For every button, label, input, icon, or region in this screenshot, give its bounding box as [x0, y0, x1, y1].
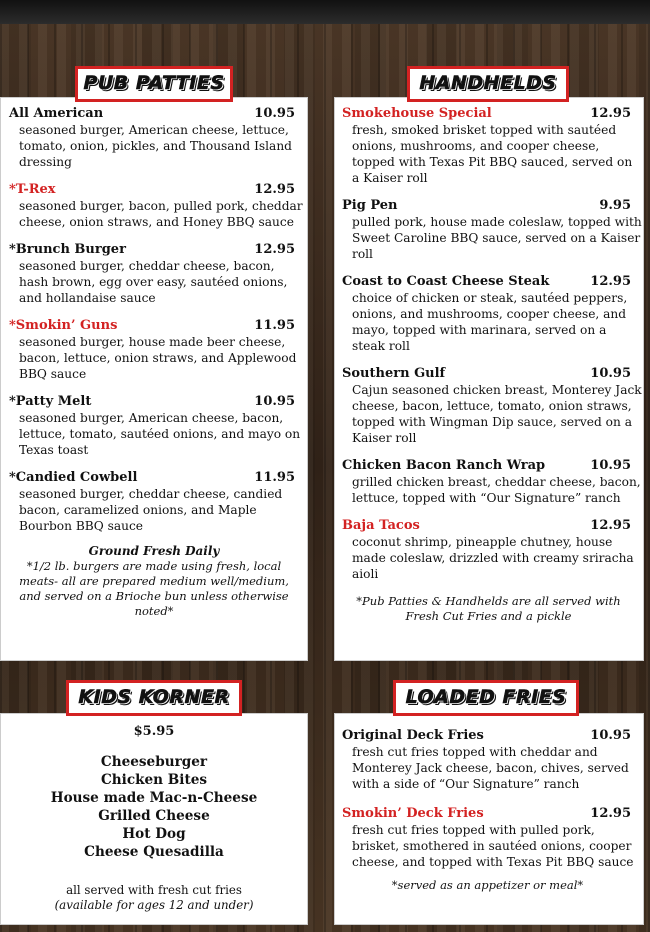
menu-item-head — [9, 242, 307, 258]
handhelds-header: HANDHELDS — [407, 66, 569, 102]
menu-item — [9, 106, 307, 170]
menu-item-name: Original Deck Fries — [342, 728, 484, 743]
menu-item-head — [342, 458, 643, 474]
menu-item-price: 11.95 — [254, 470, 295, 485]
loaded-fries-note: *served as an appetizer or meal* — [391, 878, 584, 892]
menu-item-price: 12.95 — [590, 274, 631, 289]
menu-item-description: seasoned burger, cheddar cheese, bacon, hash brown, egg over easy, sautéed onions, and hollandaise sauce — [19, 259, 288, 305]
menu-item-head — [342, 106, 643, 122]
top-bar — [0, 0, 650, 24]
menu-item-description: grilled chicken breast, cheddar cheese, bacon, lettuce, topped with “Our Signature” ranch — [352, 475, 641, 505]
menu-item-description: fresh cut fries topped with pulled pork, brisket, smothered in sautéed onions, cooper cheese, and topped with Texas Pit BBQ sauce — [352, 823, 634, 869]
kids-korner-header: KIDS KORNER — [66, 680, 242, 716]
menu-item-name: Pig Pen — [342, 198, 398, 213]
pub-patties-header: PUB PATTIES — [75, 66, 233, 102]
kids-items — [9, 753, 299, 861]
menu-item-price: 12.95 — [254, 242, 295, 257]
kids-item: Cheese Quesadilla — [84, 844, 224, 860]
menu-item-description: seasoned burger, American cheese, lettuce, tomato, onion, pickles, and Thousand Island dressing — [19, 123, 292, 169]
kids-item: Chicken Bites — [100, 772, 208, 788]
menu-item-head — [9, 394, 307, 410]
pub-patties-items — [9, 106, 307, 534]
menu-item-head — [9, 470, 307, 486]
menu-item — [342, 198, 643, 262]
menu-item-name: All American — [9, 106, 104, 121]
menu-item-name: Baja Tacos — [342, 518, 420, 533]
menu-item-description: seasoned burger, cheddar cheese, candied bacon, caramelized onions, and Maple Bourbon BBQ sauce — [19, 487, 283, 533]
menu-item-head — [342, 518, 643, 534]
note-title: Ground Fresh Daily — [88, 544, 220, 558]
menu-item-price: 9.95 — [599, 198, 631, 213]
menu-item-description: choice of chicken or steak, sautéed peppers, onions, and mushrooms, cooper cheese, and mayo, topped with marinara, served on a steak roll — [352, 291, 628, 353]
menu-item-head — [342, 806, 643, 822]
menu-item — [342, 458, 643, 506]
menu-item-price: 12.95 — [590, 106, 631, 121]
menu-item — [342, 728, 643, 792]
menu-item — [342, 106, 643, 186]
menu-item-price: 12.95 — [590, 518, 631, 533]
menu-item-price: 12.95 — [254, 182, 295, 197]
loaded-fries-card — [334, 713, 644, 925]
menu-item-description: seasoned burger, house made beer cheese, bacon, lettuce, onion straws, and Applewood BBQ sauce — [19, 335, 297, 381]
menu-item-head — [342, 274, 643, 290]
kids-item: Hot Dog — [122, 826, 186, 842]
menu-item — [342, 806, 643, 870]
menu-item-description: fresh, smoked brisket topped with sautéed onions, mushrooms, and cooper cheese, topped with Texas Pit BBQ sauced, served on a Kaiser roll — [352, 123, 633, 185]
kids-item: Cheeseburger — [100, 754, 208, 770]
pub-patties-note — [9, 544, 307, 619]
menu-item-name: *Smokin’ Guns — [9, 318, 118, 333]
kids-korner-card — [0, 713, 308, 925]
menu-item-description: Cajun seasoned chicken breast, Monterey Jack cheese, bacon, lettuce, tomato, onion straws, topped with Wingman Dip sauce, served on a Kaiser roll — [352, 383, 642, 445]
menu-item-price: 11.95 — [254, 318, 295, 333]
menu-item-name: Southern Gulf — [342, 366, 446, 381]
kids-note-line1: all served with fresh cut fries — [66, 883, 242, 897]
menu-item-head — [9, 318, 307, 334]
kids-item: Grilled Cheese — [98, 808, 210, 824]
menu-item-description: pulled pork, house made coleslaw, topped with Sweet Caroline BBQ sauce, served on a Kaiser roll — [352, 215, 642, 261]
menu-item-price: 10.95 — [254, 394, 295, 409]
menu-item-head — [342, 198, 643, 214]
menu-item — [9, 318, 307, 382]
menu-item-price: 12.95 — [590, 806, 631, 821]
menu-item — [9, 182, 307, 230]
menu-item — [9, 470, 307, 534]
menu-item — [342, 518, 643, 582]
menu-item-description: coconut shrimp, pineapple chutney, house made coleslaw, drizzled with creamy sriracha aioli — [352, 535, 634, 581]
menu-item — [9, 242, 307, 306]
kids-item: House made Mac-n-Cheese — [50, 790, 258, 806]
kids-note-line2: (available for ages 12 and under) — [54, 898, 254, 912]
menu-item-price: 10.95 — [590, 366, 631, 381]
menu-item — [342, 366, 643, 446]
pub-patties-card — [0, 97, 308, 661]
menu-item-description: seasoned burger, American cheese, bacon, lettuce, tomato, sautéed onions, and mayo on Texas toast — [19, 411, 301, 457]
menu-item-name: Chicken Bacon Ranch Wrap — [342, 458, 546, 473]
menu-item-description: fresh cut fries topped with cheddar and Monterey Jack cheese, bacon, chives, served with a side of “Our Signature” ranch — [352, 745, 629, 791]
menu-item-name: Smokin’ Deck Fries — [342, 806, 484, 821]
menu-item — [9, 394, 307, 458]
handhelds-card — [334, 97, 644, 661]
menu-item-head — [342, 366, 643, 382]
menu-item — [342, 274, 643, 354]
menu-item-name: *Candied Cowbell — [9, 470, 138, 485]
menu-item-name: Smokehouse Special — [342, 106, 492, 121]
menu-item-name: *Brunch Burger — [9, 242, 126, 257]
kids-note — [9, 883, 299, 913]
menu-item-name: *Patty Melt — [9, 394, 92, 409]
menu-item-head — [342, 728, 643, 744]
kids-price: $5.95 — [133, 724, 175, 739]
menu-item-price: 10.95 — [254, 106, 295, 121]
menu-item-name: *T-Rex — [9, 182, 56, 197]
handhelds-note: *Pub Patties & Handhelds are all served with Fresh Cut Fries and a pickle — [356, 594, 621, 623]
menu-item-head — [9, 106, 307, 122]
note-text: *1/2 lb. burgers are made using fresh, local meats- all are prepared medium well/medium, and served on a Brioche bun unless otherwise noted* — [19, 559, 289, 618]
menu-item-head — [9, 182, 307, 198]
menu-item-price: 10.95 — [590, 728, 631, 743]
menu-item-description: seasoned burger, bacon, pulled pork, cheddar cheese, onion straws, and Honey BBQ sauce — [19, 199, 303, 229]
menu-item-price: 10.95 — [590, 458, 631, 473]
loaded-fries-header: LOADED FRIES — [393, 680, 579, 716]
menu-item-name: Coast to Coast Cheese Steak — [342, 274, 550, 289]
